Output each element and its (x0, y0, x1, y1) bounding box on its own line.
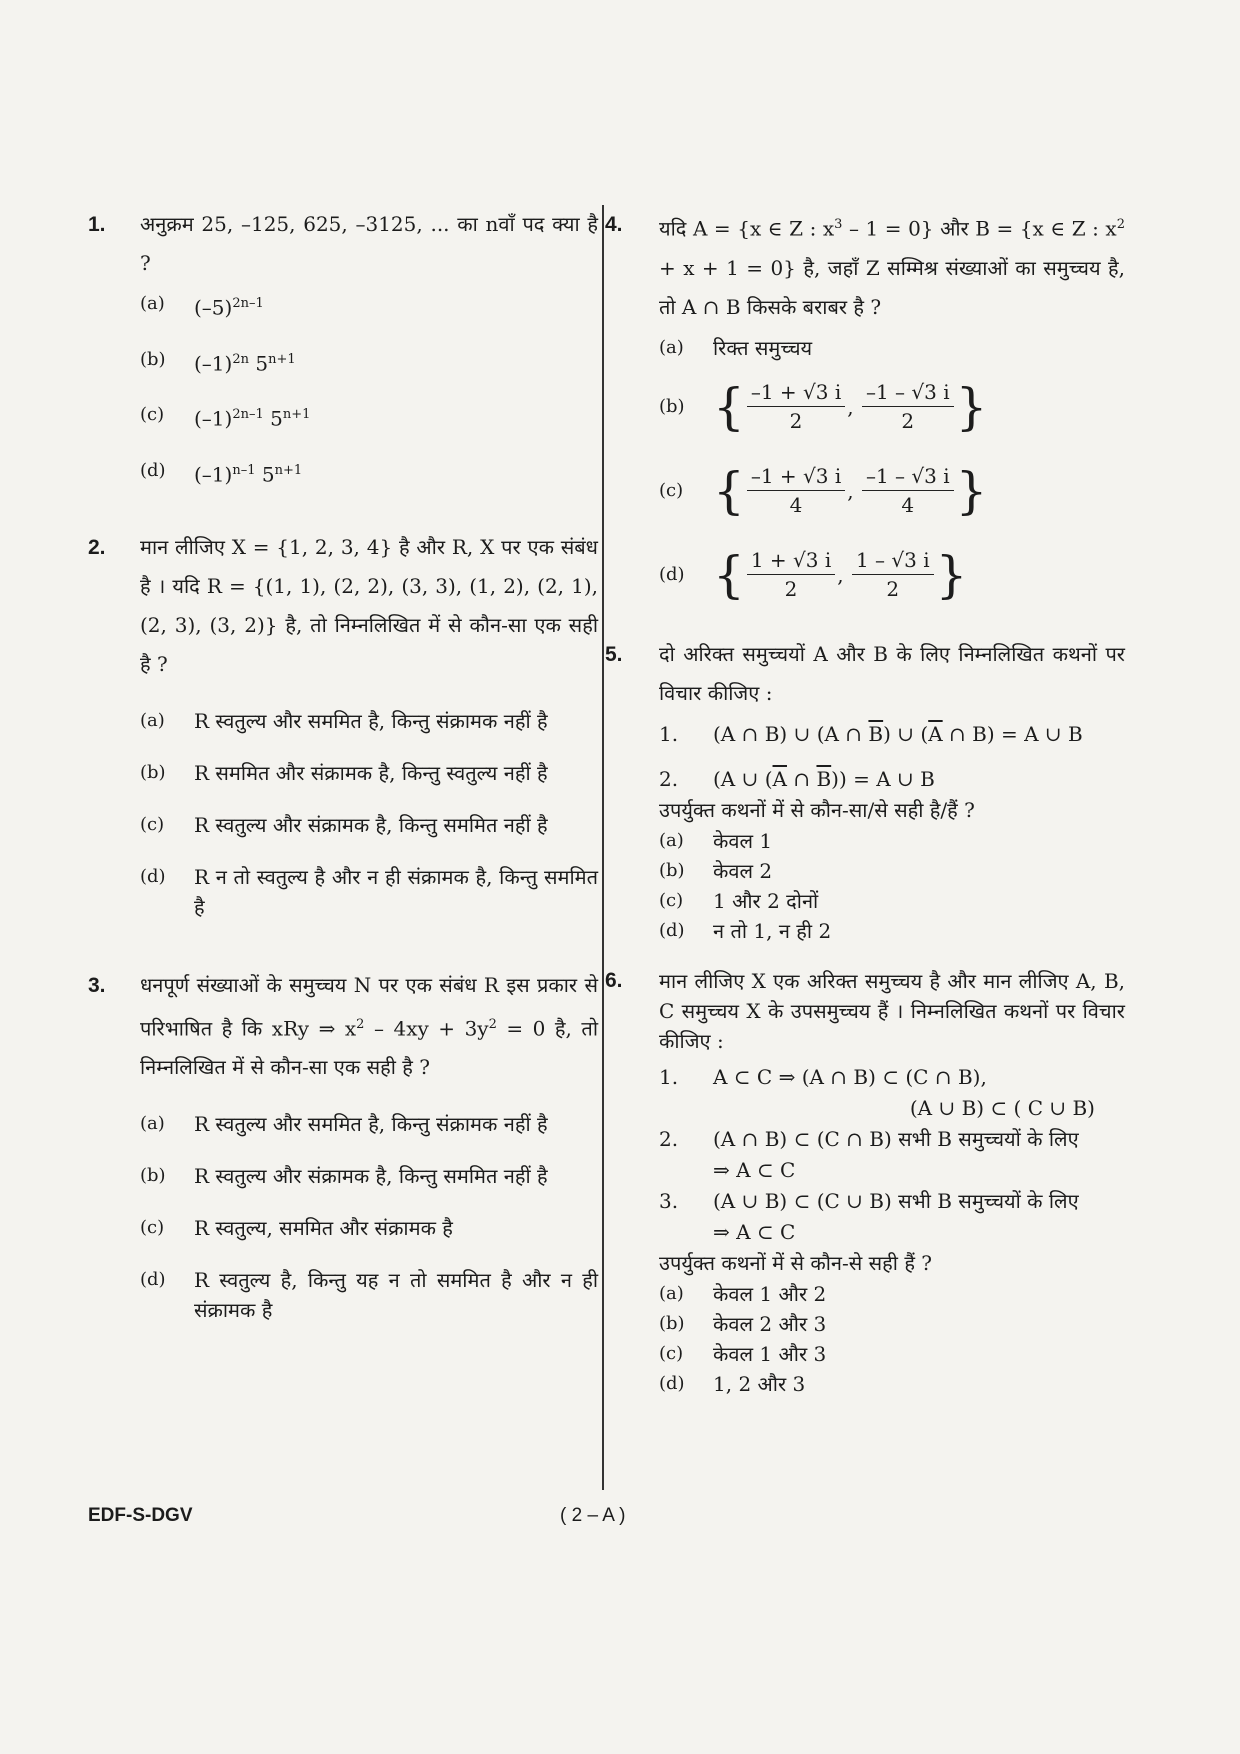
question-text (659, 205, 1125, 327)
numerator: –1 + √3 i (747, 378, 845, 407)
statement-number: 2. (659, 1126, 679, 1151)
option-sup: 2n (232, 351, 249, 367)
question-text-part: यदि A = {x ∈ Z : x (659, 216, 835, 241)
numerator: –1 – √3 i (862, 462, 954, 491)
option-text: R स्वतुल्य है, किन्तु यह न तो सममित है और न ही संक्रामक है (194, 1268, 598, 1323)
q6-prompt: उपर्युक्त कथनों में से कौन-से सही हैं ? (659, 1250, 933, 1275)
option-sup: 2n–1 (232, 296, 264, 311)
statement-part: ) ∪ ( (883, 721, 929, 746)
comma: , (837, 562, 850, 587)
fraction (862, 378, 954, 435)
numerator: –1 + √3 i (747, 462, 845, 491)
option-text: R स्वतुल्य, सममित और संक्रामक है (194, 1216, 453, 1241)
superscript: 2 (356, 1016, 365, 1032)
statement-part: ∩ B) = A ∪ B (942, 721, 1083, 746)
left-brace-icon: { (713, 377, 745, 436)
question-text-part: धनपूर्ण संख्याओं के समुच्चय N पर एक संबंध R इस प्रकार से परिभाषित है कि xRy ⇒ x (140, 972, 598, 1041)
fraction (862, 462, 954, 519)
option-a[interactable] (140, 706, 598, 736)
column-divider (602, 205, 604, 1490)
statement-part: $\overline{A}$ (928, 721, 943, 746)
option-text: R स्वतुल्य और संक्रामक है, किन्तु सममित नहीं है (194, 812, 548, 837)
statement-line: (A ∪ B) ⊂ (C ∪ B) सभी B समुच्चयों के लिए (713, 1188, 1079, 1213)
option-text: R न तो स्वतुल्य है और न ही संक्रामक है, किन्तु सममित है (194, 864, 598, 919)
option-tail: 5 (263, 406, 283, 431)
q6-statement-2 (659, 1124, 1125, 1186)
question-text-part: + x + 1 = 0} है, जहाँ Z सम्मिश्र संख्याओं का समुच्चय है, तो A ∩ B किसके बराबर है ? (659, 255, 1125, 319)
question-4 (605, 205, 1125, 327)
option-label: (a) (659, 1282, 684, 1304)
option-b[interactable] (140, 1161, 598, 1191)
question-text: मान लीजिए X एक अरिक्त समुच्चय है और मान लीजिए A, B, C समुच्चय X के उपसमुच्चय हैं । निम्नलिखित कथनों पर विचार कीजिए : (659, 968, 1125, 1053)
q4-fraction-options (605, 377, 1125, 615)
option-c[interactable] (659, 1339, 1125, 1369)
question-1 (88, 205, 598, 283)
q6-statements (605, 1062, 1125, 1248)
question-3 (88, 966, 598, 1088)
option-a[interactable] (659, 333, 1125, 363)
comma: , (847, 478, 860, 503)
question-number: 4. (605, 213, 623, 236)
option-label: (c) (140, 1217, 165, 1239)
option-tail: 5 (255, 462, 275, 487)
statement-line: ⇒ A ⊂ C (713, 1157, 796, 1182)
option-text: रिक्त समुच्चय (713, 335, 813, 360)
statement-part: $\overline{A}$ (772, 766, 787, 791)
statement-line: A ⊂ C ⇒ (A ∩ B) ⊂ (C ∩ B), (713, 1064, 987, 1089)
statement-part: )) = A ∪ B (831, 766, 935, 791)
option-label: (b) (659, 859, 685, 881)
question-5 (605, 635, 1125, 713)
option-label: (c) (659, 1342, 684, 1364)
statement-part: (A ∩ B) ∪ (A ∩ (713, 721, 869, 746)
comma: , (847, 394, 860, 419)
option-label: (d) (140, 459, 166, 481)
option-text: (–1) (194, 462, 233, 487)
option-label: (d) (659, 1372, 685, 1394)
option-b[interactable] (659, 377, 1125, 447)
option-text: केवल 1 और 3 (713, 1341, 827, 1366)
option-a[interactable] (140, 289, 598, 323)
option-d[interactable] (659, 1369, 1125, 1399)
question-text: दो अरिक्त समुच्चयों A और B के लिए निम्नलिखित कथनों पर विचार कीजिए : (659, 641, 1125, 705)
question-number: 2. (88, 535, 106, 559)
statement-part: (A ∪ ( (713, 766, 773, 791)
numerator: 1 – √3 i (852, 546, 934, 575)
superscript: 2 (488, 1016, 497, 1032)
option-d[interactable] (140, 862, 598, 922)
option-label: (a) (659, 829, 684, 851)
statement-line: (A ∩ B) ⊂ (C ∩ B) सभी B समुच्चयों के लिए (713, 1126, 1079, 1151)
statement-number: 1. (659, 1064, 679, 1089)
option-text: R स्वतुल्य और संक्रामक है, किन्तु सममित नहीं है (194, 1164, 548, 1189)
statement-line: (A ∪ B) ⊂ ( C ∪ B) (909, 1095, 1095, 1120)
question-number: 6. (605, 968, 623, 992)
option-label: (b) (659, 395, 685, 417)
denominator: 4 (789, 493, 803, 518)
option-label: (b) (659, 1312, 685, 1334)
option-sup2: n+1 (268, 351, 296, 367)
statement-part: $\overline{B}$ (816, 766, 832, 791)
option-text: केवल 1 और 2 (713, 1281, 827, 1306)
option-text: 1, 2 और 3 (713, 1371, 806, 1396)
option-text: केवल 2 (713, 858, 773, 883)
option-label: (b) (140, 1165, 166, 1187)
question-number: 1. (88, 213, 106, 236)
option-text: R सममित और संक्रामक है, किन्तु स्वतुल्य नहीं है (194, 760, 548, 785)
question-text-part: – 4xy + 3y (364, 1016, 489, 1041)
q5-prompt: उपर्युक्त कथनों में से कौन-सा/से सही है/हैं ? (659, 797, 975, 822)
option-c[interactable] (140, 810, 598, 840)
q5-statement-2 (659, 764, 1125, 795)
statement-number: 3. (659, 1188, 679, 1213)
option-label: (c) (659, 889, 684, 911)
option-sup2: n+1 (282, 407, 311, 423)
option-d[interactable] (140, 456, 598, 490)
option-label: (b) (140, 348, 166, 370)
fraction-set (713, 545, 967, 605)
denominator: 4 (901, 493, 915, 518)
option-label: (c) (140, 813, 165, 835)
option-text: R स्वतुल्य और सममित है, किन्तु संक्रामक नहीं है (194, 1112, 548, 1137)
fraction-set (713, 461, 987, 521)
question-6 (605, 966, 1125, 1056)
option-text: 1 और 2 दोनों (713, 888, 819, 913)
page-number: ( 2 – A ) (560, 1505, 626, 1526)
statement-number: 2. (659, 766, 679, 791)
option-text: न तो 1, न ही 2 (713, 918, 832, 943)
option-d[interactable] (659, 916, 1125, 946)
option-a[interactable] (140, 1109, 598, 1139)
option-d[interactable] (140, 1265, 598, 1325)
option-text: केवल 2 और 3 (713, 1311, 827, 1336)
question-number: 3. (88, 973, 106, 997)
fraction (747, 462, 845, 519)
option-sup: n–1 (232, 462, 256, 478)
question-number: 5. (605, 642, 623, 666)
left-brace-icon: { (713, 461, 745, 520)
q5-statement-1 (659, 719, 1125, 750)
denominator: 2 (886, 577, 900, 602)
right-column (605, 205, 1125, 1399)
option-b[interactable] (659, 1309, 1125, 1339)
option-sup2: n+1 (274, 462, 303, 478)
paper-code: EDF-S-DGV (88, 1505, 193, 1526)
option-label: (c) (659, 479, 684, 501)
option-b[interactable] (659, 856, 1125, 886)
superscript: 2 (1116, 217, 1125, 232)
option-c[interactable] (659, 461, 1125, 531)
q3-options (88, 1109, 598, 1325)
superscript: 3 (834, 217, 843, 232)
option-text: (–1) (194, 351, 233, 376)
denominator: 2 (901, 409, 915, 434)
option-d[interactable] (659, 545, 1125, 615)
option-text: R स्वतुल्य और सममित है, किन्तु संक्रामक नहीं है (194, 708, 548, 733)
q1-options (88, 289, 598, 490)
option-text: (–5) (194, 295, 233, 320)
option-a[interactable] (659, 826, 1125, 856)
option-text: केवल 1 (713, 828, 773, 853)
statement-line: ⇒ A ⊂ C (713, 1219, 796, 1244)
option-c[interactable] (659, 886, 1125, 916)
option-label: (d) (140, 1269, 166, 1291)
statement-part: ∩ (786, 766, 817, 791)
option-b[interactable] (140, 758, 598, 788)
q6-statement-1 (659, 1062, 1125, 1124)
option-label: (d) (659, 563, 685, 585)
q6-statement-3 (659, 1186, 1125, 1248)
left-brace-icon: { (713, 545, 745, 604)
option-b[interactable] (140, 345, 598, 379)
option-label: (d) (140, 865, 166, 887)
option-tail: 5 (249, 351, 269, 376)
left-column (88, 205, 598, 1325)
denominator: 2 (789, 409, 803, 434)
option-label: (a) (140, 293, 165, 314)
option-label: (a) (659, 336, 684, 358)
question-text-part: – 1 = 0} और B = {x ∈ Z : x (842, 216, 1117, 241)
statement-number: 1. (659, 721, 679, 746)
right-brace-icon: } (955, 377, 988, 436)
question-text: मान लीजिए X = {1, 2, 3, 4} है और R, X पर एक संबंध है । यदि R = {(1, 1), (2, 2), (3, 3), (1, 2), (2, 1), (2, 3), (3, 2)} है, तो निम्नलिखित में से कौन-सा एक सही है ? (140, 534, 598, 676)
statement-part: $\overline{B}$ (868, 721, 884, 746)
q2-options (88, 706, 598, 922)
fraction (747, 378, 845, 435)
option-label: (b) (140, 761, 166, 783)
option-sup: 2n–1 (232, 407, 264, 423)
option-c[interactable] (140, 1213, 598, 1243)
question-text-part: = 0 है, तो निम्नलिखित में से कौन-सा एक सही है ? (140, 1016, 598, 1080)
numerator: 1 + √3 i (747, 546, 835, 575)
option-label: (a) (140, 1113, 165, 1135)
right-brace-icon: } (955, 461, 988, 520)
numerator: –1 – √3 i (862, 378, 954, 407)
option-c[interactable] (140, 400, 598, 434)
right-brace-icon: } (935, 545, 968, 604)
option-label: (a) (140, 709, 165, 731)
option-label: (c) (140, 404, 165, 426)
option-text: (–1) (194, 406, 233, 431)
option-label: (d) (659, 919, 685, 941)
fraction (852, 546, 934, 603)
fraction (747, 546, 835, 603)
question-2 (88, 528, 598, 684)
option-a[interactable] (659, 1279, 1125, 1309)
denominator: 2 (784, 577, 798, 602)
fraction-set (713, 377, 987, 437)
question-text: अनुक्रम 25, –125, 625, –3125, ... का nवाँ पद क्या है ? (140, 212, 598, 275)
question-text (140, 966, 598, 1088)
